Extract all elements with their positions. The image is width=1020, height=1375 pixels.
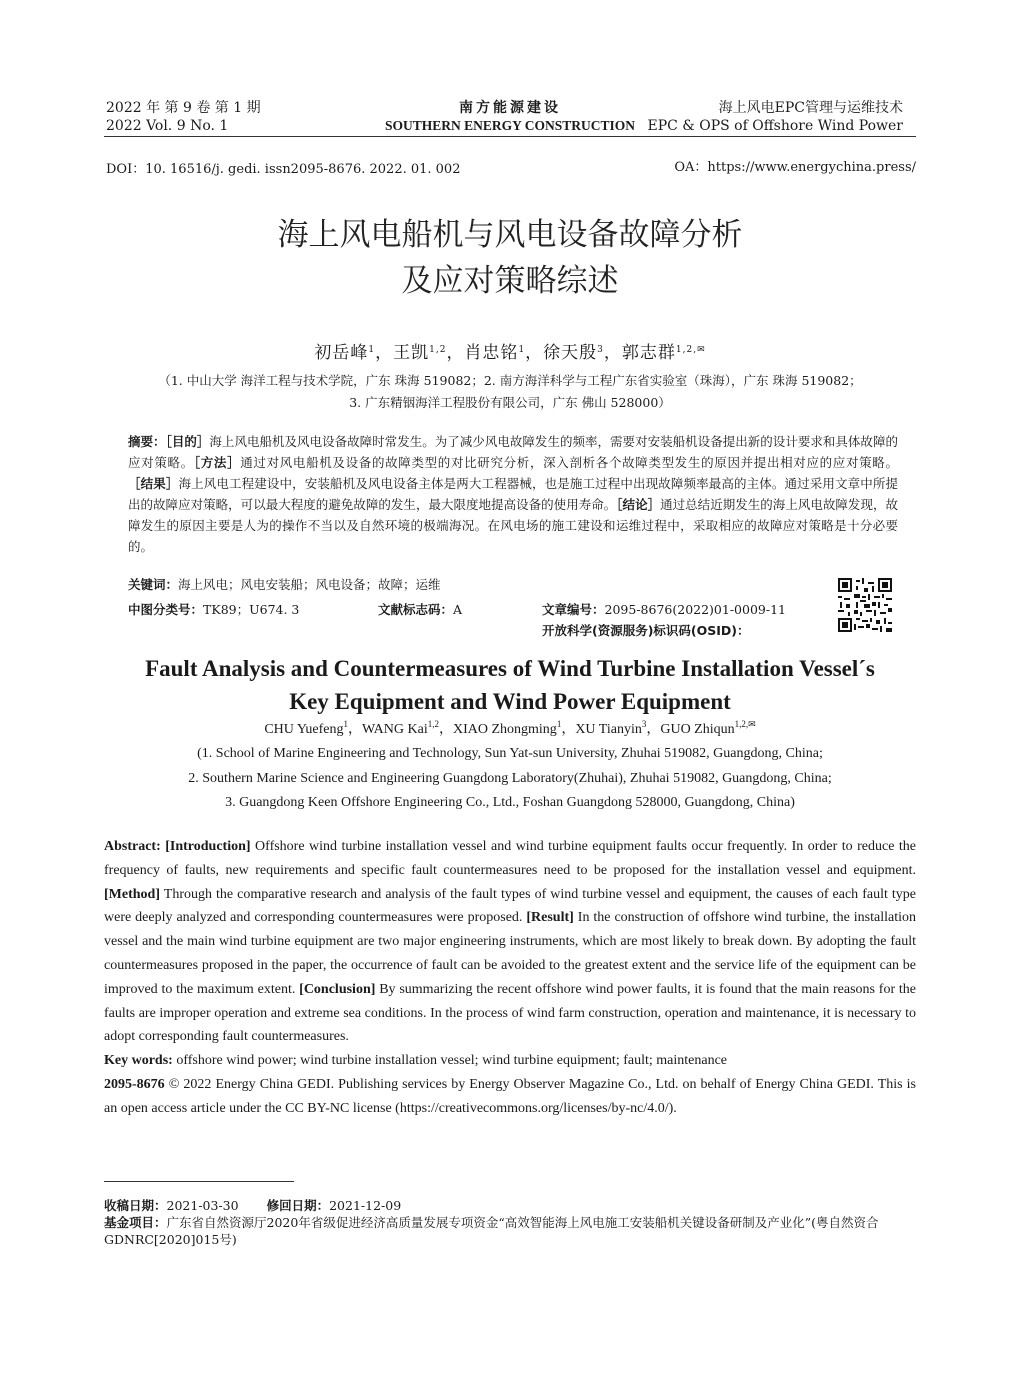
funding: 基金项目：广东省自然资源厅2020年省级促进经济高质量发展专项资金“高效智能海上风电施工安装船机关键设备研制及产业化”(粤自然资合GDNRC[2020]015号) [104,1215,879,1247]
author-en: WANG Kai [362,722,428,737]
authors-cn: 初岳峰$^1$，王凯$^{1,2}$，肖忠铭$^1$，徐天殷$^3$，郭志群$^{1,2,✉}$ [314,343,706,363]
abstract-en [104,835,916,1121]
osid-label: 开放科学(资源服务)标识码(OSID)： [542,623,750,638]
corresponding-mark: 1,2,✉ [734,719,756,729]
article-number: 文章编号：2095-8676(2022)01-0009-11 [542,602,786,617]
clc-number: 中图分类号：TK89；U674. 3 [128,602,300,617]
author-cn: 肖忠铭 [464,343,519,363]
journal-name-en: SOUTHERN ENERGY CONSTRUCTION [384,118,636,133]
affiliations-cn: （1. 中山大学 海洋工程与技术学院，广东 珠海 519082；2. 南方海洋科学与工程广东省实验室（珠海），广东 珠海 519082； 3. 广东精铟海洋工程股份有限公司，广东 佛山 528000） [158,373,862,410]
journal-name [370,99,650,135]
doi: DOI：10. 16516/j. gedi. issn2095-8676. 2022. 01. 002 [106,162,461,177]
journal-name-cn: 南方能源建设 [459,100,561,116]
author-cn: 郭志群 [621,343,676,363]
title-cn [0,212,1020,304]
abstract-cn: 摘要：［目的］海上风电船机及风电设备故障时常发生。为了减少风电故障发生的频率，需要对安装船机设备提出新的设计要求和具体故障的应对策略。［方法］通过对风电船机及设备的故障类型的对比研究分析，深入剖析各个故障类型发生的原因并提出相对应的应对策略。［结果］海上风电工程建设中，安装船机及风电设备主体是两大工程器械，也是施工过程中出现故障频率最高的主体。通过采用文章中所提出的故障应对策略，可以最大程度的避免故障的发生，最大限度地提高设备的使用寿命。［结论］通过总结近期发生的海上风电故障发现，故障发生的原因主要是人为的操作不当以及自然环境的极端海况。在风电场的施工建设和运维过程中，采取相应的故障应对策略是十分必要的。 [128,434,898,554]
author-cn: 初岳峰 [314,343,369,363]
issue-cn: 2022 年 第 9 卷 第 1 期 [106,100,261,116]
title-en-line2: Key Equipment and Wind Power Equipment [289,689,731,714]
title-cn-line2: 及应对策略综述 [401,263,619,299]
qr-code-icon[interactable] [838,578,892,632]
header-divider [104,136,916,137]
issue-en: 2022 Vol. 9 No. 1 [106,118,229,134]
author-en: GUO Zhiqun [660,722,735,737]
license-statement: 2095-8676 © 2022 Energy China GEDI. Publishing services by Energy Observer Magazine Co., Ltd. on behalf of Energy China GEDI. This is an open access article under the CC BY-NC license (https://creativecommons.org/licenses/by-nc/4.0/). [104,1076,917,1116]
revised-date: 2021-12-09 [329,1198,402,1213]
column-name [648,99,904,135]
abstract-en-label: Abstract: [104,839,161,854]
column-name-en: EPC & OPS of Offshore Wind Power [647,118,903,134]
corresponding-mark: 1,2,✉ [675,345,706,355]
keywords-en: Key words: offshore wind power; wind turbine installation vessel; wind turbine equipment; fault; maintenance [104,1053,727,1069]
author-cn: 徐天殷 [543,343,598,363]
author-en: XU Tianyin [575,722,642,737]
authors-en: CHU Yuefeng$^1$，WANG Kai$^{1,2}$，XIAO Zhongming$^1$，XU Tianyin$^3$，GUO Zhiqun$^{1,2,✉}$ [264,719,756,737]
oa-link[interactable]: OA：https://www.energychina.press/ [674,160,916,175]
dates: 收稿日期：2021-03-30 修回日期：2021-12-09 [104,1198,402,1213]
keywords-cn: 关键词：海上风电；风电安装船；风电设备；故障；运维 [128,577,441,592]
author-en: CHU Yuefeng [264,722,344,737]
author-en: XIAO Zhongming [452,722,557,737]
author-cn: 王凯 [393,343,430,363]
title-en [0,652,1020,718]
affiliations-en: (1. School of Marine Engineering and Technology, Sun Yat-sun University, Zhuhai 519082, Guangdong, China; 2. Southern Marine Science and Engineering Guangdong Laboratory(Zhuhai), Zhuhai 519082, Guangdong, China; 3. Guangdong Keen Offshore Engineering Co., Ltd., Foshan Guangdong 528000, Guangdong, China) [188,746,832,810]
footnote [104,1197,916,1248]
column-name-cn: 海上风电EPC管理与运维技术 [718,100,903,116]
document-code: 文献标志码：A [378,602,463,617]
journal-issue [106,99,261,135]
abstract-cn-label: 摘要： [128,434,166,449]
abstract-en-body: Abstract: [Introduction] Offshore wind turbine installation vessel and wind turbine equipment faults occur frequently. In order to reduce the frequency of faults, new requirements and specific fault countermeasures need to be proposed for the installation vessel and equipment. [Method] Through the comparative research and analysis of the fault types of wind turbine vessel and equipment, the causes of each fault type were deeply analyzed and corresponding countermeasures were proposed. [Result] In the construction of offshore wind turbine, the installation vessel and the main wind turbine equipment are two major engineering instruments, which are most likely to break down. By adopting the fault countermeasures proposed in the paper, the occurrence of fault can be avoided to the greatest extent and the service life of the equipment can be improved to the maximum extent. [Conclusion] By summarizing the recent offshore wind power faults, it is found that the main reasons for the faults are improper operation and extreme sea conditions. In the process of wind farm construction, operation and maintenance, it is necessary to adopt corresponding fault countermeasures. [104,839,917,1045]
footnote-divider [104,1181,294,1182]
title-en-line1: Fault Analysis and Countermeasures of Wind Turbine Installation Vessel´s [145,656,875,681]
title-cn-line1: 海上风电船机与风电设备故障分析 [277,217,743,253]
received-date: 2021-03-30 [166,1198,239,1213]
